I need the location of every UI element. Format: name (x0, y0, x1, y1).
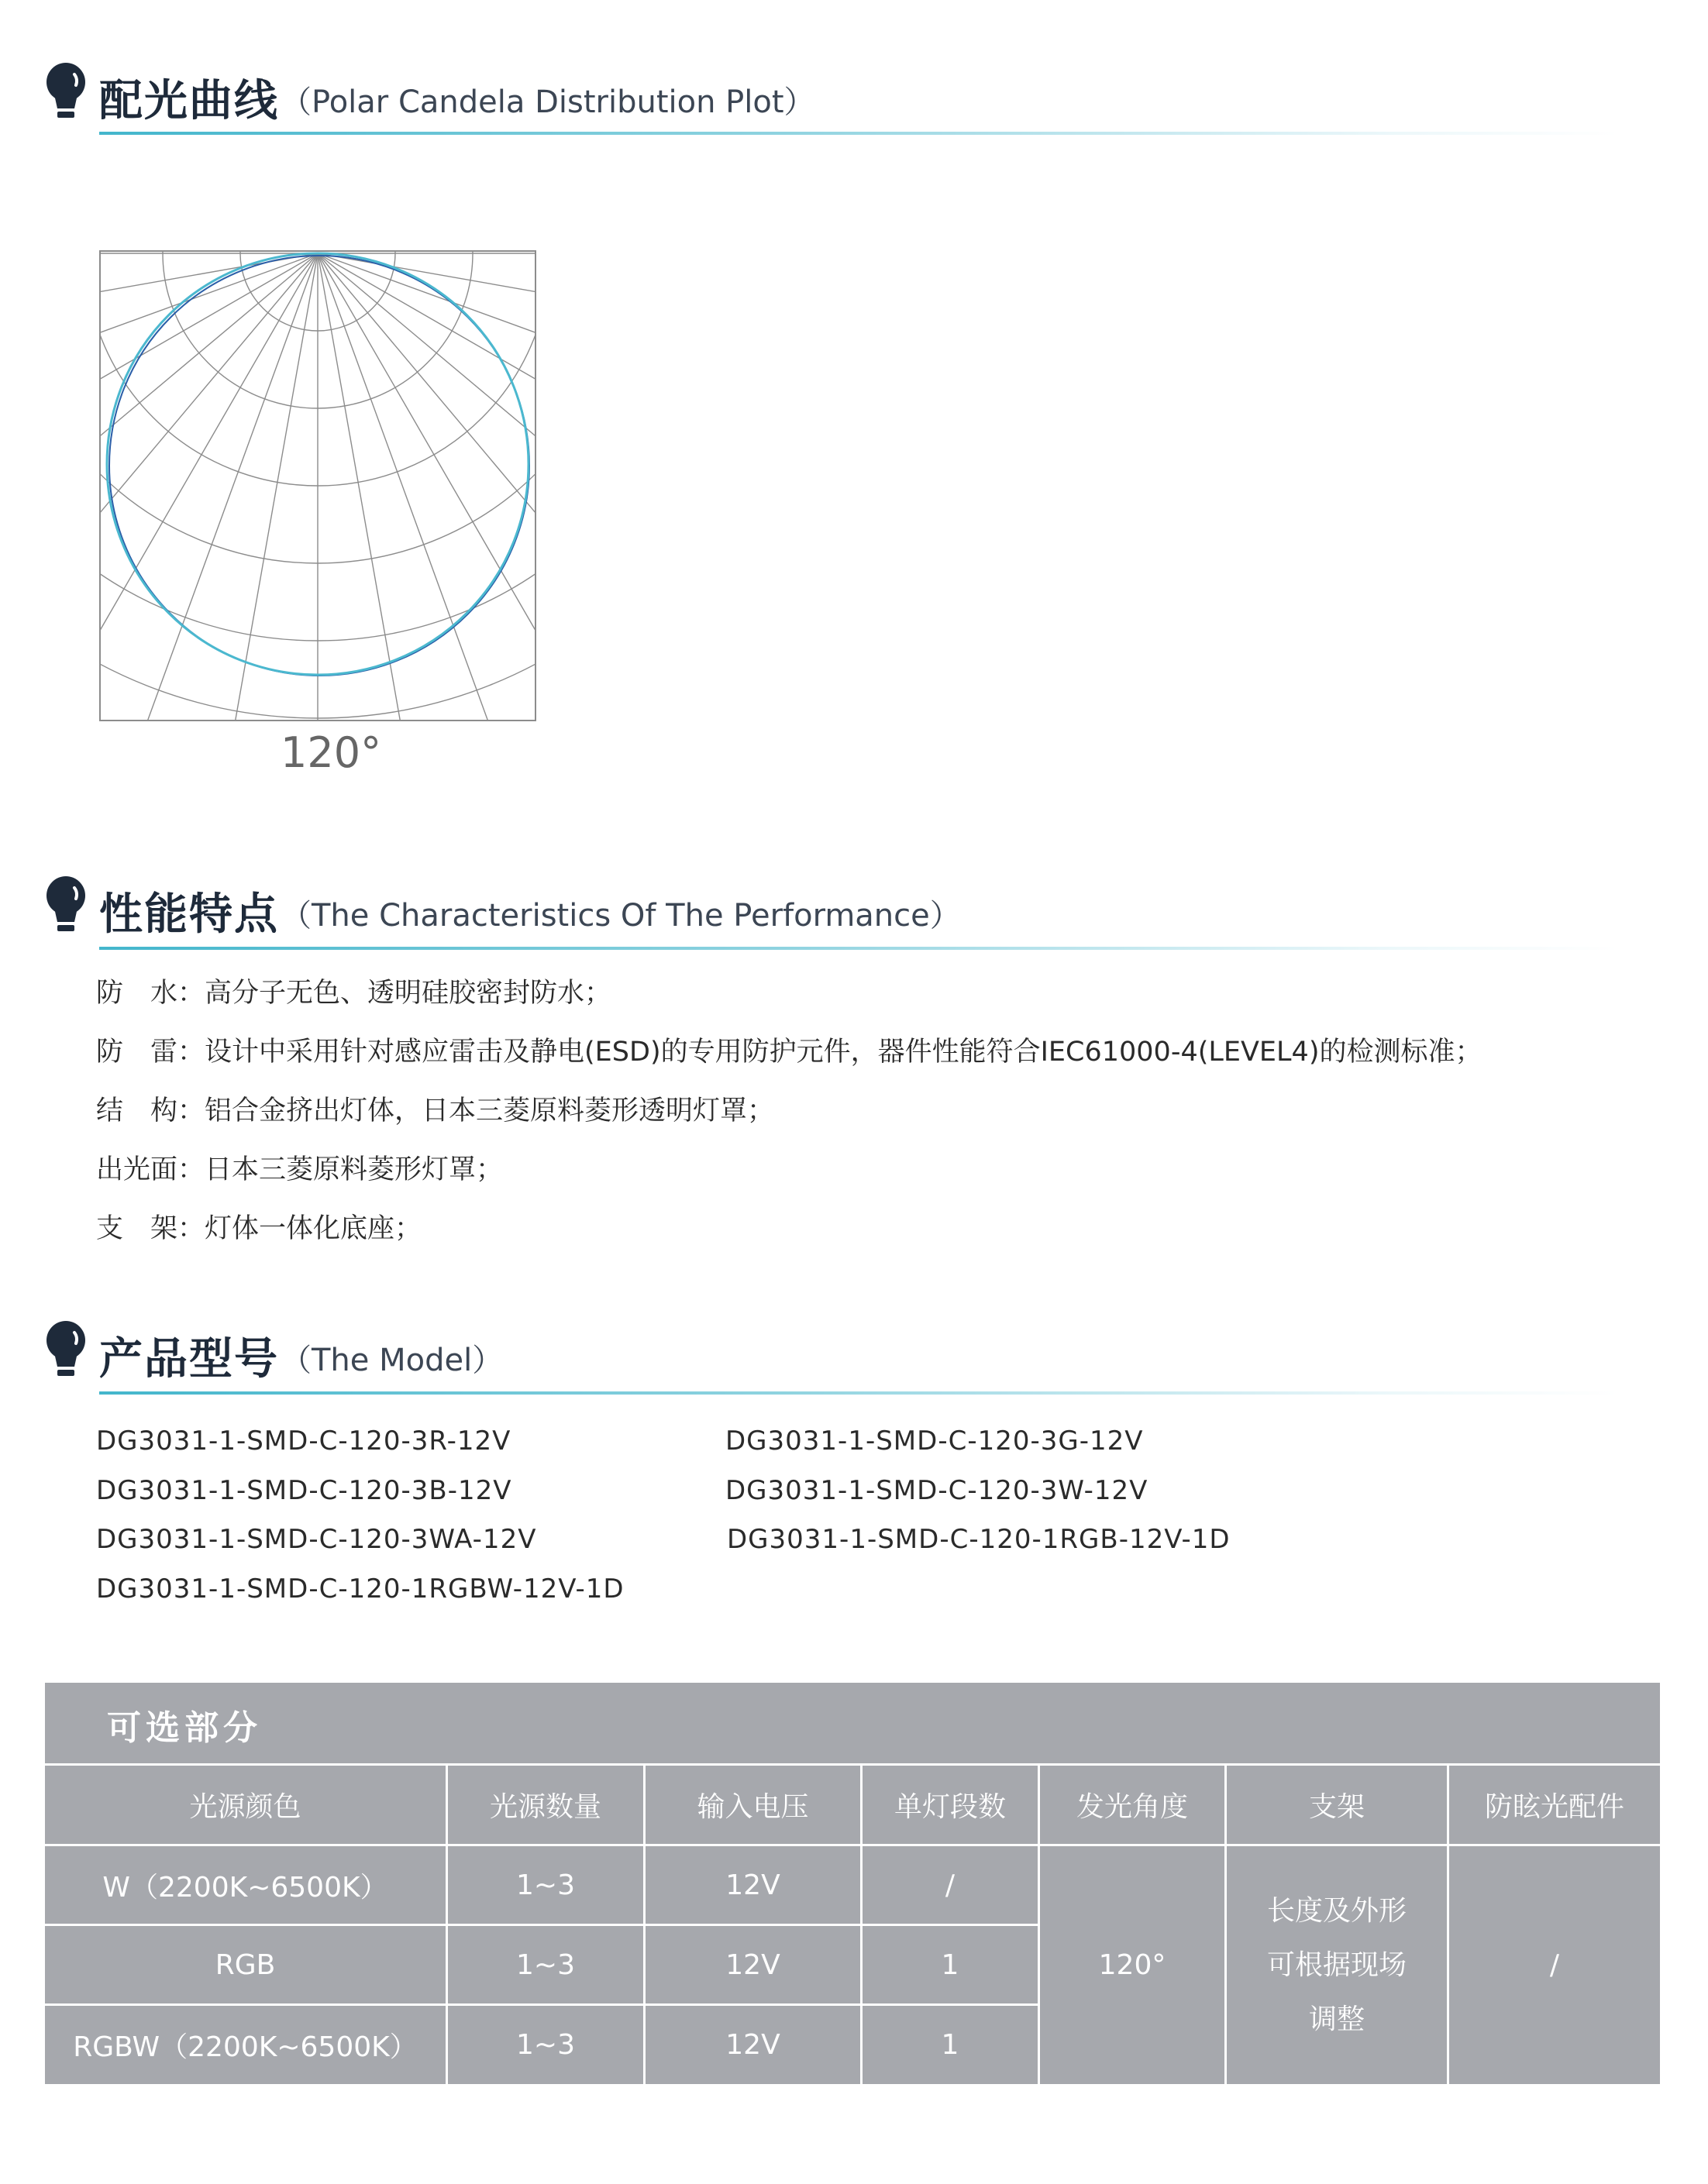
feature-text: 设计中采用针对感应雷击及静电(ESD)的专用防护元件，器件性能符合IEC61000-4(LEVEL4)的检测标准； (205, 1037, 1482, 1068)
table-header-cell: 防眩光配件 (1449, 1763, 1660, 1844)
bulb-icon (43, 875, 88, 937)
model-number: DG3031-1-SMD-C-120-1RGB-12V-1D (727, 1524, 1231, 1555)
options-table (45, 1683, 1660, 2084)
feature-item (96, 1148, 503, 1187)
table-cell: RGBW（2200K~6500K） (45, 2003, 448, 2084)
section-title-en: （The Model） (281, 1343, 504, 1378)
options-table-title: 可选部分 (107, 1708, 262, 1748)
polar-grid-ray (99, 253, 318, 492)
feature-item (96, 1030, 1482, 1069)
polar-grid-ray (318, 253, 439, 721)
table-cell: 1 (863, 2003, 1040, 2084)
bracket-line: 调整 (1308, 2003, 1365, 2035)
polar-grid-ray (318, 253, 536, 492)
section-title-en: （Polar Candela Distribution Plot） (281, 84, 815, 120)
feature-text: 灯体一体化底座； (205, 1213, 422, 1244)
feature-text: 高分子无色、透明硅胶密封防水； (205, 978, 612, 1009)
section-divider (99, 947, 1618, 950)
table-cell: / (863, 1844, 1040, 1924)
model-number: DG3031-1-SMD-C-120-3WA-12V (96, 1524, 537, 1555)
polar-grid-ray (99, 253, 318, 602)
table-cell: 1 (863, 1924, 1040, 2003)
model-number: DG3031-1-SMD-C-120-1RGBW-12V-1D (96, 1574, 625, 1604)
model-number: DG3031-1-SMD-C-120-3B-12V (96, 1475, 512, 1506)
table-cell: 1~3 (448, 2003, 646, 2084)
table-cell: 1~3 (448, 1924, 646, 2003)
bulb-icon (43, 1320, 88, 1382)
section-divider (99, 1391, 1618, 1395)
section-divider (99, 132, 1618, 135)
polar-grid-ray (99, 253, 318, 374)
table-cell: 12V (646, 1924, 863, 2003)
beam-angle-label: 120° (281, 728, 382, 777)
feature-text: 铝合金挤出灯体，日本三菱原料菱形透明灯罩； (205, 1095, 775, 1126)
section-header-model (43, 1320, 1593, 1382)
table-header-cell: 光源颜色 (45, 1763, 448, 1844)
bracket-line: 可根据现场 (1266, 1948, 1407, 1981)
table-header-cell: 输入电压 (646, 1763, 863, 1844)
bracket-cell (1227, 1844, 1449, 2084)
feature-label: 出光面： (96, 1154, 205, 1185)
bracket-line: 长度及外形 (1266, 1894, 1407, 1927)
model-number: DG3031-1-SMD-C-120-3G-12V (725, 1426, 1144, 1457)
anti-glare-cell: / (1449, 1844, 1660, 2084)
table-cell: 1~3 (448, 1844, 646, 1924)
table-header-cell: 单灯段数 (863, 1763, 1040, 1844)
section-header-features (43, 875, 1593, 940)
model-number: DG3031-1-SMD-C-120-3R-12V (96, 1426, 511, 1457)
table-header-cell: 光源数量 (448, 1763, 646, 1844)
feature-label: 防 雷： (96, 1037, 205, 1068)
feature-label: 防 水： (96, 978, 205, 1009)
table-header-cell: 发光角度 (1040, 1763, 1227, 1844)
feature-label: 结 构： (96, 1095, 205, 1126)
feature-item (96, 972, 611, 1010)
table-cell: RGB (45, 1924, 448, 2003)
table-cell: 12V (646, 1844, 863, 1924)
polar-grid-ray (318, 253, 536, 602)
table-cell: 12V (646, 2003, 863, 2084)
feature-item (96, 1089, 774, 1128)
polar-candela-plot (99, 250, 536, 721)
feature-label: 支 架： (96, 1213, 205, 1244)
table-cell: W（2200K~6500K） (45, 1844, 448, 1924)
bulb-icon (43, 62, 88, 124)
section-title-cn: 性能特点 (99, 889, 279, 940)
section-title-cn: 配光曲线 (99, 76, 279, 126)
feature-text: 日本三菱原料菱形灯罩； (205, 1154, 504, 1185)
table-header-cell: 支架 (1227, 1763, 1449, 1844)
polar-grid-ray (318, 253, 536, 374)
section-header-polar (43, 62, 1593, 124)
section-title-cn: 产品型号 (99, 1334, 279, 1384)
feature-item (96, 1207, 422, 1246)
beam-angle-cell: 120° (1040, 1844, 1227, 2084)
polar-grid-ray (197, 253, 318, 721)
section-title-en: （The Characteristics Of The Performance） (281, 898, 961, 934)
model-number: DG3031-1-SMD-C-120-3W-12V (725, 1475, 1148, 1506)
